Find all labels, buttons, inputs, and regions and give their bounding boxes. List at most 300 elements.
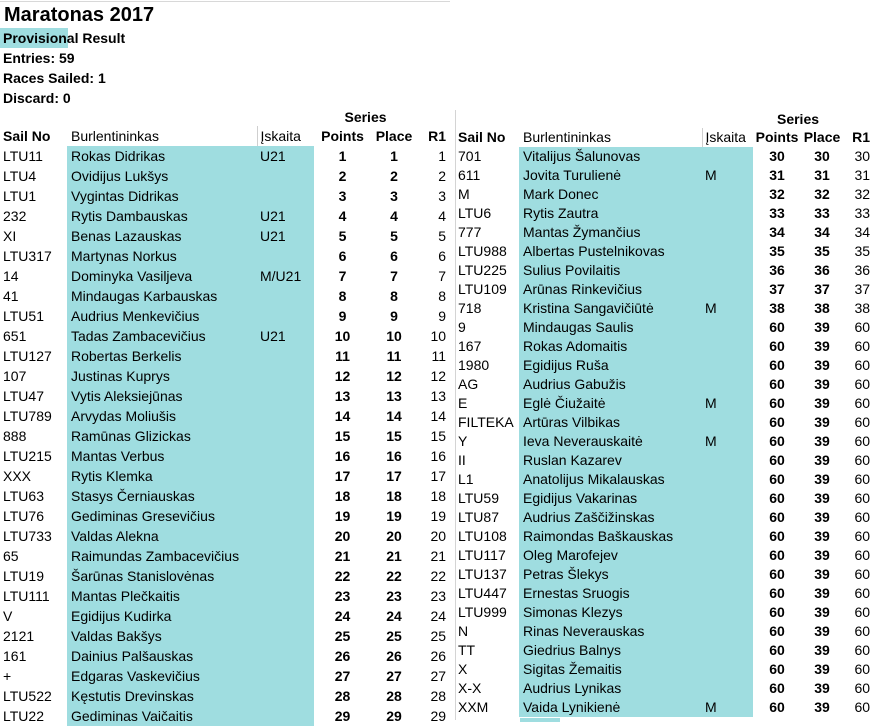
series-header: Series — [776, 111, 820, 127]
place-cell: 39 — [814, 566, 830, 582]
sailor-name-cell: Ernestas Sruogis — [519, 584, 702, 603]
sailor-name-cell: Vaida Lynikienė — [519, 698, 702, 717]
points-cell: 60 — [769, 642, 785, 658]
sailor-name-cell: Šarūnas Stanislovėnas — [67, 566, 257, 586]
table-row — [0, 586, 450, 606]
sail-no-cell: LTU22 — [3, 708, 44, 724]
table-row — [0, 206, 450, 226]
sailor-name-cell: Sigitas Žemaitis — [519, 660, 702, 679]
place-cell: 24 — [386, 608, 402, 624]
iskaita-cell — [702, 375, 753, 394]
iskaita-cell — [257, 166, 314, 186]
place-cell: 39 — [814, 528, 830, 544]
place-cell: 19 — [386, 508, 402, 524]
sail-no-cell: LTU117 — [458, 547, 506, 563]
place-cell: 28 — [386, 688, 402, 704]
sail-no-cell: LTU63 — [3, 488, 44, 504]
highlight-tail — [520, 718, 560, 722]
r1-cell: 3 — [438, 188, 447, 204]
sailor-name-cell: Stasys Černiauskas — [67, 486, 257, 506]
r1-cell: 20 — [430, 528, 447, 544]
table-row — [0, 566, 450, 586]
iskaita-cell — [257, 186, 314, 206]
sailor-name-cell: Mindaugas Saulis — [519, 318, 702, 337]
r1-cell: 7 — [438, 268, 447, 284]
iskaita-cell — [702, 546, 753, 565]
col-iskaita: Įskaita — [257, 126, 314, 146]
sailor-name-cell: Justinas Kuprys — [67, 366, 257, 386]
iskaita-cell — [702, 679, 753, 698]
results-body-left — [0, 146, 450, 726]
place-cell: 39 — [814, 357, 830, 373]
place-cell: 6 — [390, 248, 398, 264]
table-row — [0, 486, 450, 506]
sailor-name-cell: Tadas Zambacevičius — [67, 326, 257, 346]
place-cell: 25 — [386, 628, 402, 644]
r1-cell: 1 — [438, 148, 447, 164]
r1-cell: 17 — [430, 468, 447, 484]
sail-no-cell: AG — [458, 376, 479, 392]
r1-cell: 22 — [430, 568, 447, 584]
table-row — [455, 337, 874, 356]
iskaita-cell: M/U21 — [257, 266, 314, 286]
table-row — [0, 146, 450, 166]
sailor-name-cell: Vytis Aleksiejūnas — [67, 386, 257, 406]
sail-no-cell: 611 — [458, 167, 481, 183]
place-cell: 36 — [814, 262, 830, 278]
table-row — [0, 606, 450, 626]
iskaita-cell — [257, 426, 314, 446]
place-cell: 38 — [814, 300, 830, 316]
col-r1: R1 — [428, 128, 447, 144]
table-row — [455, 432, 874, 451]
iskaita-cell — [702, 451, 753, 470]
sail-no-cell: FILTEKA — [458, 414, 514, 430]
points-cell: 60 — [769, 395, 785, 411]
r1-cell: 30 — [854, 148, 871, 164]
place-cell: 27 — [386, 668, 402, 684]
iskaita-cell — [702, 470, 753, 489]
r1-cell: 14 — [430, 408, 447, 424]
points-cell: 60 — [769, 661, 785, 677]
sailor-name-cell: Dominyka Vasiljeva — [67, 266, 257, 286]
iskaita-cell — [702, 280, 753, 299]
table-row — [0, 626, 450, 646]
sailor-name-cell: Sulius Povilaitis — [519, 261, 702, 280]
col-sail-no: Sail No — [3, 128, 51, 144]
place-cell: 39 — [814, 623, 830, 639]
place-cell: 30 — [814, 148, 830, 164]
sail-no-cell: E — [458, 395, 468, 411]
place-cell: 1 — [390, 148, 398, 164]
table-row — [455, 166, 874, 185]
points-cell: 2 — [338, 168, 347, 184]
sailor-name-cell: Arūnas Rinkevičius — [519, 280, 702, 299]
iskaita-cell — [702, 318, 753, 337]
col-r1: R1 — [852, 129, 871, 145]
r1-cell: 27 — [430, 668, 447, 684]
sailor-name-cell: Simonas Klezys — [519, 603, 702, 622]
r1-cell: 37 — [854, 281, 871, 297]
place-cell: 17 — [386, 468, 402, 484]
iskaita-cell — [257, 306, 314, 326]
points-cell: 19 — [334, 508, 351, 524]
sail-no-cell: XXX — [3, 468, 32, 484]
place-cell: 11 — [386, 348, 402, 364]
sailor-name-cell: Mindaugas Karbauskas — [67, 286, 257, 306]
points-cell: 18 — [334, 488, 351, 504]
place-cell: 20 — [386, 528, 402, 544]
iskaita-cell: U21 — [257, 226, 314, 246]
sail-no-cell: 9 — [458, 319, 466, 335]
sail-no-cell: 167 — [458, 338, 482, 354]
sail-no-cell: LTU988 — [458, 243, 507, 259]
sail-no-cell: + — [3, 668, 12, 684]
sail-no-cell: 107 — [3, 368, 27, 384]
r1-cell: 26 — [430, 648, 447, 664]
col-iskaita: Įskaita — [702, 128, 753, 147]
r1-cell: 6 — [438, 248, 447, 264]
table-row — [0, 526, 450, 546]
r1-cell: 60 — [854, 357, 871, 373]
series-header: Series — [344, 109, 387, 125]
sailor-name-cell: Rinas Neverauskas — [519, 622, 702, 641]
sail-no-cell: 1980 — [458, 357, 490, 373]
iskaita-cell: U21 — [257, 206, 314, 226]
sailor-name-cell: Egidijus Kudirka — [67, 606, 257, 626]
sailor-name-cell: Eglė Čiužaitė — [519, 394, 702, 413]
iskaita-cell: M — [702, 299, 753, 318]
sailor-name-cell: Mantas Žymančius — [519, 223, 702, 242]
r1-cell: 60 — [854, 585, 871, 601]
points-cell: 30 — [769, 148, 785, 164]
points-cell: 60 — [769, 433, 785, 449]
points-cell: 21 — [334, 548, 351, 564]
r1-cell: 28 — [430, 688, 447, 704]
sailor-name-cell: Petras Šlekys — [519, 565, 702, 584]
sail-no-cell: II — [458, 452, 466, 468]
table-row — [0, 646, 450, 666]
place-cell: 10 — [386, 328, 402, 344]
sail-no-cell: LTU999 — [458, 604, 507, 620]
sail-no-cell: LTU108 — [458, 528, 507, 544]
points-cell: 60 — [769, 414, 785, 430]
iskaita-cell — [702, 660, 753, 679]
sail-no-cell: LTU87 — [458, 509, 499, 525]
place-cell: 39 — [814, 699, 830, 715]
page-title: Maratonas 2017 — [4, 4, 155, 26]
table-row — [455, 413, 874, 432]
sail-no-cell: LTU127 — [3, 348, 52, 364]
points-cell: 60 — [769, 604, 785, 620]
table-row — [455, 242, 874, 261]
r1-cell: 60 — [854, 699, 871, 715]
sail-no-cell: LTU6 — [458, 205, 492, 221]
iskaita-cell — [702, 584, 753, 603]
points-cell: 25 — [334, 628, 351, 644]
place-cell: 32 — [814, 186, 830, 202]
table-row — [455, 223, 874, 242]
sailor-name-cell: Mark Donec — [519, 185, 702, 204]
points-cell: 60 — [769, 338, 785, 354]
place-cell: 39 — [814, 547, 830, 563]
iskaita-cell — [257, 566, 314, 586]
iskaita-cell — [257, 286, 314, 306]
iskaita-cell: M — [702, 166, 753, 185]
table-row — [455, 489, 874, 508]
place-cell: 18 — [386, 488, 402, 504]
sail-no-cell: XI — [3, 228, 17, 244]
points-cell: 27 — [334, 668, 351, 684]
iskaita-cell — [702, 489, 753, 508]
iskaita-cell: M — [702, 698, 753, 717]
place-cell: 35 — [814, 243, 830, 259]
points-cell: 28 — [334, 688, 351, 704]
points-cell: 60 — [769, 566, 785, 582]
r1-cell: 8 — [438, 288, 447, 304]
place-cell: 15 — [386, 428, 402, 444]
sailor-name-cell: Gediminas Gresevičius — [67, 506, 257, 526]
points-cell: 3 — [338, 188, 347, 204]
points-cell: 22 — [334, 568, 351, 584]
sailor-name-cell: Vitalijus Šalunovas — [519, 147, 702, 166]
table-row — [0, 266, 450, 286]
sail-no-cell: 701 — [458, 148, 482, 164]
points-cell: 24 — [334, 608, 351, 624]
iskaita-cell: M — [702, 394, 753, 413]
r1-cell: 60 — [854, 376, 871, 392]
points-cell: 35 — [769, 243, 785, 259]
r1-cell: 29 — [430, 708, 447, 724]
table-row — [0, 446, 450, 466]
sailor-name-cell: Gediminas Vaičaitis — [67, 706, 257, 726]
iskaita-cell — [257, 346, 314, 366]
place-cell: 39 — [814, 585, 830, 601]
points-cell: 11 — [335, 348, 350, 364]
iskaita-cell — [702, 413, 753, 432]
sailor-name-cell: Robertas Berkelis — [67, 346, 257, 366]
sail-no-cell: LTU522 — [3, 688, 52, 704]
sailor-name-cell: Kęstutis Drevinskas — [67, 686, 257, 706]
r1-cell: 60 — [854, 471, 871, 487]
r1-cell: 60 — [854, 338, 871, 354]
sail-no-cell: 718 — [458, 300, 482, 316]
sail-no-cell: LTU215 — [3, 448, 52, 464]
sailor-name-cell: Anatolijus Mikalauskas — [519, 470, 702, 489]
sail-no-cell: 14 — [3, 268, 19, 284]
sailor-name-cell: Jovita Turulienė — [519, 166, 702, 185]
sail-no-cell: 65 — [3, 548, 19, 564]
points-cell: 60 — [769, 623, 785, 639]
points-cell: 60 — [769, 452, 785, 468]
sailor-name-cell: Raimondas Baškauskas — [519, 527, 702, 546]
iskaita-cell — [257, 486, 314, 506]
table-row — [0, 406, 450, 426]
table-row — [0, 226, 450, 246]
sail-no-cell: LTU59 — [458, 490, 499, 506]
r1-cell: 16 — [430, 448, 447, 464]
col-points: Points — [755, 129, 799, 145]
points-cell: 60 — [769, 528, 785, 544]
iskaita-cell — [257, 686, 314, 706]
r1-cell: 36 — [854, 262, 871, 278]
table-row — [455, 185, 874, 204]
table-row — [0, 246, 450, 266]
col-burlentininkas: Burlentininkas — [523, 129, 611, 145]
points-cell: 60 — [769, 509, 785, 525]
r1-cell: 60 — [854, 395, 871, 411]
results-table-right — [455, 110, 874, 717]
points-cell: 16 — [334, 448, 351, 464]
points-cell: 38 — [769, 300, 785, 316]
iskaita-cell — [702, 356, 753, 375]
points-cell: 60 — [769, 319, 785, 335]
points-cell: 23 — [334, 588, 351, 604]
r1-cell: 60 — [854, 623, 871, 639]
place-cell: 23 — [386, 588, 402, 604]
place-cell: 39 — [814, 414, 830, 430]
iskaita-cell: U21 — [257, 146, 314, 166]
col-burlentininkas: Burlentininkas — [71, 128, 159, 144]
r1-cell: 11 — [431, 348, 447, 364]
r1-cell: 5 — [438, 228, 447, 244]
r1-cell: 60 — [854, 661, 871, 677]
place-cell: 39 — [814, 604, 830, 620]
r1-cell: 21 — [430, 548, 447, 564]
table-row — [455, 375, 874, 394]
r1-cell: 32 — [854, 186, 871, 202]
result-status: Provisional Result — [3, 30, 126, 46]
r1-cell: 13 — [430, 388, 447, 404]
table-row — [0, 466, 450, 486]
r1-cell: 24 — [430, 608, 447, 624]
sailor-name-cell: Rokas Adomaitis — [519, 337, 702, 356]
r1-cell: 60 — [854, 414, 871, 430]
sailor-name-cell: Egidijus Ruša — [519, 356, 702, 375]
points-cell: 15 — [334, 428, 351, 444]
place-cell: 22 — [386, 568, 402, 584]
sailor-name-cell: Mantas Verbus — [67, 446, 257, 466]
table-row — [0, 166, 450, 186]
table-row — [0, 426, 450, 446]
points-cell: 13 — [334, 388, 351, 404]
points-cell: 60 — [769, 376, 785, 392]
iskaita-cell — [702, 147, 753, 166]
r1-cell: 4 — [438, 208, 447, 224]
sail-no-cell: LTU137 — [458, 566, 507, 582]
iskaita-cell — [702, 242, 753, 261]
place-cell: 34 — [814, 224, 830, 240]
sail-no-cell: N — [458, 623, 469, 639]
sail-no-cell: 777 — [458, 224, 482, 240]
table-row — [455, 356, 874, 375]
iskaita-cell — [257, 606, 314, 626]
iskaita-cell — [702, 261, 753, 280]
points-cell: 60 — [769, 471, 785, 487]
table-row — [455, 299, 874, 318]
table-row — [455, 603, 874, 622]
table-row — [0, 506, 450, 526]
sailor-name-cell: Raimundas Zambacevičius — [67, 546, 257, 566]
table-row — [455, 280, 874, 299]
col-place: Place — [803, 129, 841, 145]
points-cell: 60 — [769, 699, 785, 715]
sailor-name-cell: Giedrius Balnys — [519, 641, 702, 660]
r1-cell: 60 — [854, 509, 871, 525]
sail-no-cell: X-X — [458, 680, 482, 696]
points-cell: 17 — [334, 468, 351, 484]
place-cell: 7 — [390, 268, 398, 284]
sailor-name-cell: Rokas Didrikas — [67, 146, 257, 166]
sail-no-cell: LTU4 — [3, 168, 37, 184]
sailor-name-cell: Audrius Zaščižinskas — [519, 508, 702, 527]
races-sailed: Races Sailed: 1 — [3, 70, 106, 86]
points-cell: 12 — [334, 368, 351, 384]
sailor-name-cell: Mantas Plečkaitis — [67, 586, 257, 606]
sail-no-cell: LTU733 — [3, 528, 52, 544]
table-row — [0, 306, 450, 326]
place-cell: 4 — [390, 208, 398, 224]
r1-cell: 60 — [854, 528, 871, 544]
iskaita-cell — [702, 603, 753, 622]
col-points: Points — [321, 128, 364, 144]
col-sail-no: Sail No — [458, 129, 506, 145]
place-cell: 26 — [386, 648, 402, 664]
table-row — [0, 666, 450, 686]
place-cell: 39 — [814, 452, 830, 468]
sail-no-cell: LTU789 — [3, 408, 52, 424]
place-cell: 5 — [390, 228, 398, 244]
iskaita-cell — [702, 204, 753, 223]
table-row — [0, 186, 450, 206]
r1-cell: 60 — [854, 642, 871, 658]
iskaita-cell — [702, 337, 753, 356]
sail-no-cell: 161 — [3, 648, 27, 664]
points-cell: 8 — [338, 288, 347, 304]
iskaita-cell — [257, 546, 314, 566]
place-cell: 9 — [390, 308, 398, 324]
place-cell: 39 — [814, 319, 830, 335]
sailor-name-cell: Edgaras Vaskevičius — [67, 666, 257, 686]
points-cell: 7 — [338, 268, 347, 284]
sail-no-cell: LTU317 — [3, 248, 52, 264]
iskaita-cell: M — [702, 432, 753, 451]
sailor-name-cell: Audrius Menkevičius — [67, 306, 257, 326]
discard-count: Discard: 0 — [3, 90, 71, 106]
iskaita-cell: U21 — [257, 326, 314, 346]
iskaita-cell — [702, 622, 753, 641]
sail-no-cell: TT — [458, 642, 476, 658]
table-row — [0, 286, 450, 306]
r1-cell: 60 — [854, 566, 871, 582]
place-cell: 39 — [814, 395, 830, 411]
iskaita-cell — [702, 508, 753, 527]
sail-no-cell: LTU1 — [3, 188, 37, 204]
iskaita-cell — [257, 406, 314, 426]
r1-cell: 15 — [430, 428, 447, 444]
points-cell: 60 — [769, 490, 785, 506]
points-cell: 10 — [334, 328, 351, 344]
r1-cell: 2 — [438, 168, 447, 184]
sailor-name-cell: Rytis Zautra — [519, 204, 702, 223]
table-row — [0, 366, 450, 386]
iskaita-cell — [257, 646, 314, 666]
iskaita-cell — [257, 446, 314, 466]
place-cell: 39 — [814, 376, 830, 392]
sail-no-cell: 888 — [3, 428, 27, 444]
sail-no-cell: LTU11 — [3, 148, 43, 164]
place-cell: 8 — [390, 288, 398, 304]
